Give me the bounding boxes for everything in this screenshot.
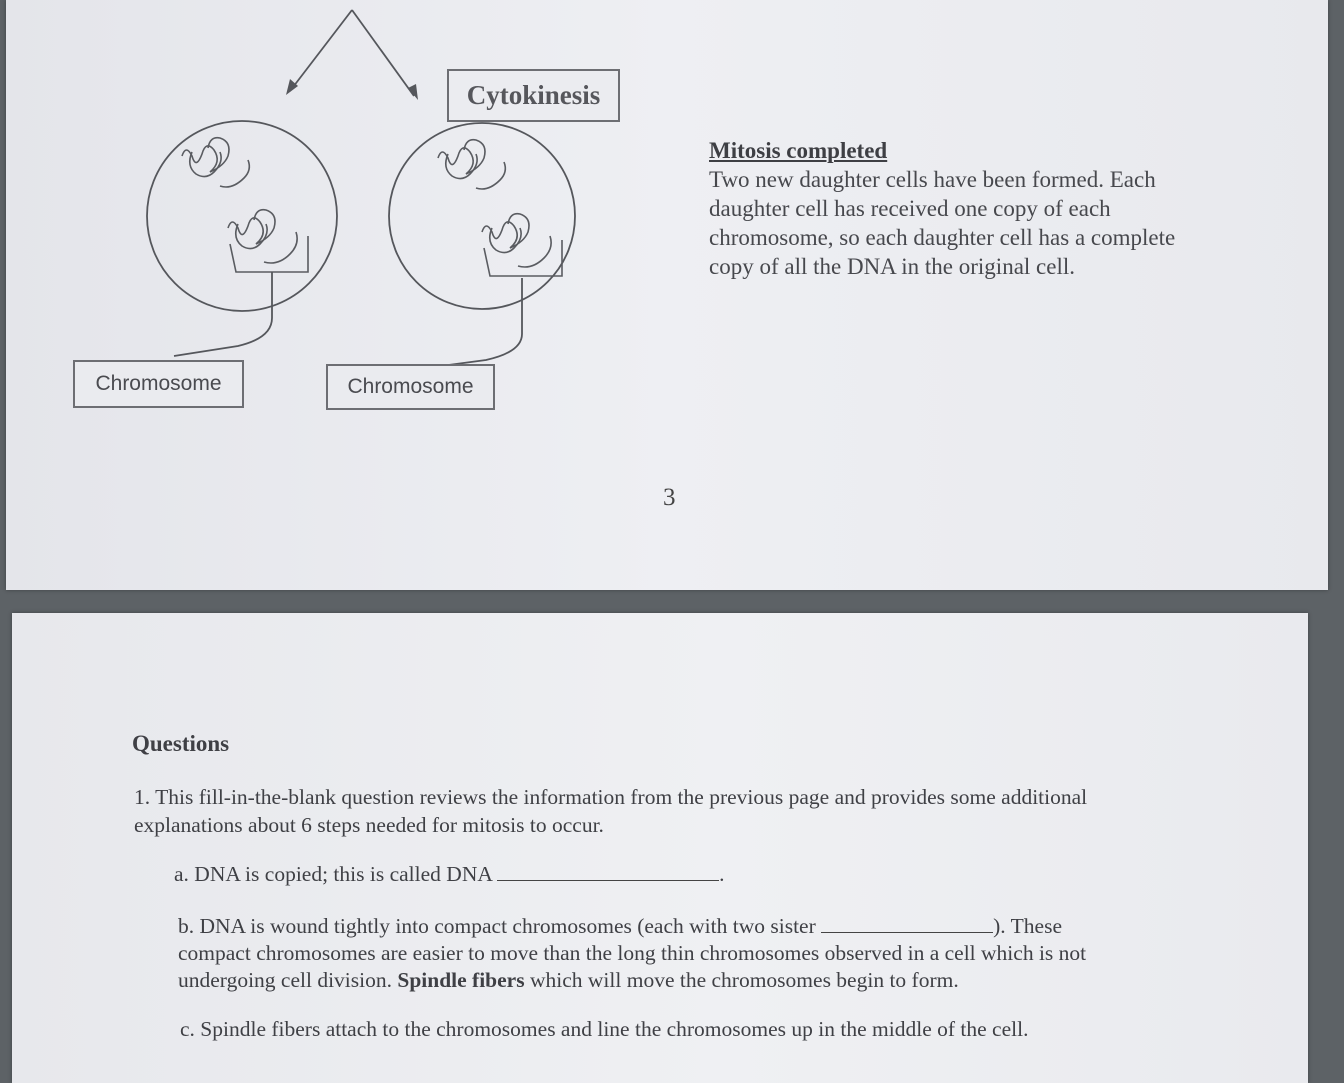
- question-1b-start: b. DNA is wound tightly into compact chromosomes (each with two sister: [178, 914, 816, 938]
- daughter-cell-left: [147, 121, 337, 311]
- arrow-right: [352, 10, 414, 96]
- question-1c: c. Spindle fibers attach to the chromosomes and line the chromosomes up in the middle of the cell.: [180, 1017, 1029, 1041]
- question-1a-text: a. DNA is copied; this is called DNA: [174, 862, 492, 886]
- pointer-line-left: [174, 272, 272, 356]
- question-1-line-2: explanations about 6 steps needed for mitosis to occur.: [134, 813, 604, 837]
- arrow-left-head: [286, 79, 298, 95]
- chromosome-squiggle-left-bottom: [228, 210, 308, 272]
- cytokinesis-label: Cytokinesis: [447, 69, 620, 122]
- chromosome-squiggle-right-bottom: [482, 214, 562, 276]
- pointer-line-right: [426, 278, 522, 368]
- mitosis-line-1: Two new daughter cells have been formed. Each: [709, 167, 1156, 192]
- spindle-fibers-term: Spindle fibers: [397, 968, 525, 992]
- question-1b-line-3-pre: undergoing cell division.: [178, 968, 392, 992]
- chromosome-label-left: Chromosome: [73, 360, 244, 408]
- chromosome-squiggle-left-top: [182, 138, 249, 187]
- arrow-right-head: [408, 84, 418, 100]
- worksheet-page-bottom: [12, 613, 1308, 1083]
- mitosis-line-2: daughter cell has received one copy of each: [709, 196, 1111, 221]
- mitosis-completed-text: [709, 136, 1229, 281]
- daughter-cell-right: [389, 123, 575, 309]
- page-number: 3: [663, 484, 676, 511]
- question-1b-line-2: compact chromosomes are easier to move than the long thin chromosomes observed in a cell which is not: [178, 941, 1087, 965]
- question-1a: [174, 862, 724, 887]
- answer-blank-a[interactable]: [497, 862, 719, 881]
- answer-blank-b[interactable]: [821, 914, 993, 933]
- chromosome-label-right: Chromosome: [326, 364, 495, 410]
- question-1b-after-blank: ). These: [993, 914, 1062, 938]
- mitosis-line-3: chromosome, so each daughter cell has a complete: [709, 225, 1176, 250]
- mitosis-line-4: copy of all the DNA in the original cell.: [709, 254, 1075, 279]
- question-1a-end: .: [719, 862, 725, 886]
- arrow-left: [290, 10, 352, 91]
- mitosis-title: Mitosis completed: [709, 138, 888, 163]
- questions-heading: Questions: [132, 731, 230, 756]
- question-1b: [178, 913, 1198, 994]
- question-1-line-1: 1. This fill-in-the-blank question reviews the information from the previous page and provides some additional: [134, 785, 1088, 809]
- question-1b-line-3-post: which will move the chromosomes begin to form.: [529, 968, 959, 992]
- chromosome-squiggle-right-top: [438, 140, 505, 189]
- worksheet-page-top: [6, 0, 1328, 590]
- question-1: [134, 783, 1214, 839]
- daughter-cells-diagram: [6, 0, 706, 420]
